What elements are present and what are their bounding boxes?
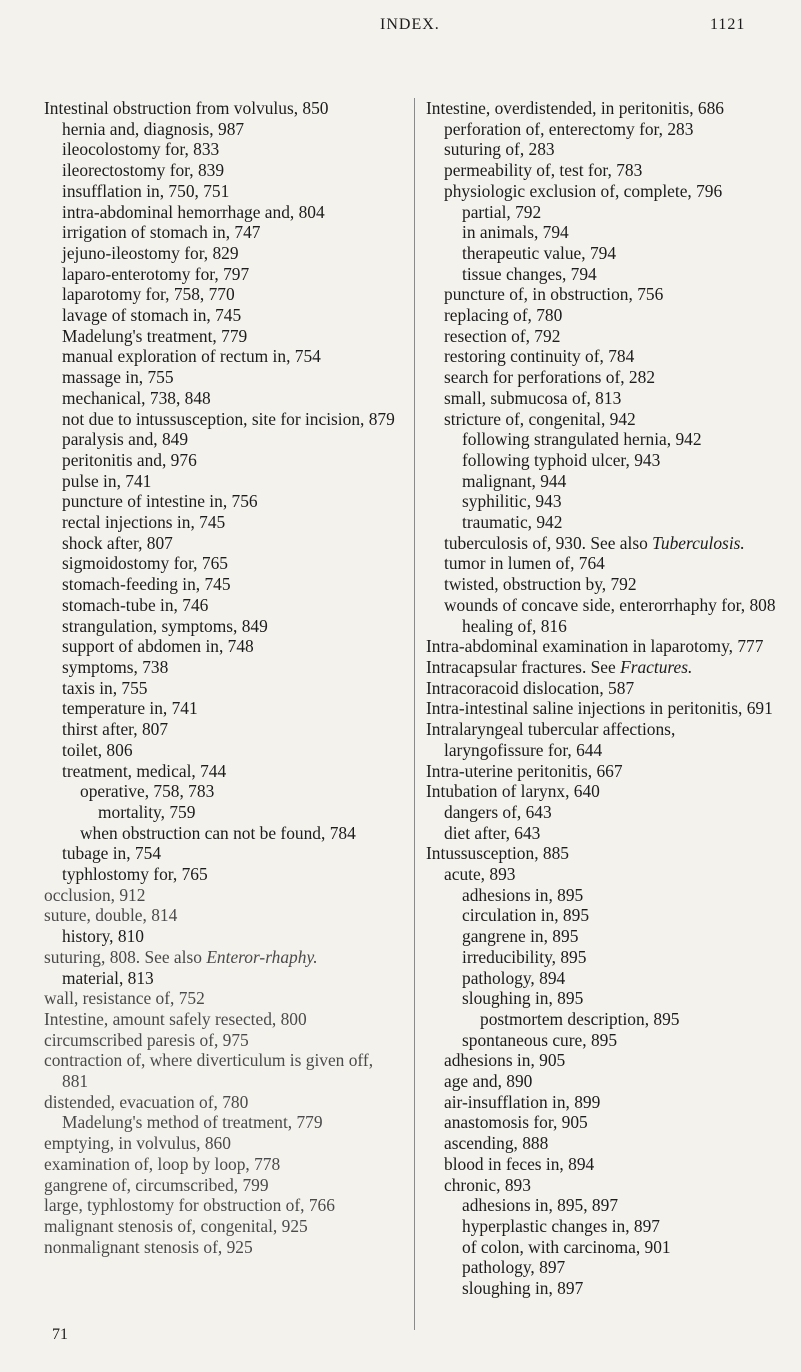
index-entry-text: permeability of, test for, 783 — [444, 160, 643, 181]
index-entry-text: symptoms, 738 — [62, 656, 169, 677]
index-entry-text: ascending, 888 — [444, 1133, 549, 1154]
index-entry — [462, 264, 778, 285]
index-entry — [44, 1009, 402, 1030]
index-entry-text: hernia and, diagnosis, 987 — [62, 118, 245, 139]
index-entry-text: Intralaryngeal tubercular affections, laryngofissure for, 644 — [426, 719, 676, 760]
index-entry — [444, 409, 778, 430]
index-entry-text: adhesions in, 895 — [462, 884, 584, 905]
index-entry-text: sloughing in, 895 — [462, 988, 584, 1009]
index-entry — [462, 616, 778, 637]
index-entry-text: postmortem description, 895 — [480, 1008, 680, 1029]
signature-mark: 71 — [52, 1326, 68, 1343]
index-entry-text: history, 810 — [62, 926, 144, 947]
index-entry — [444, 1071, 778, 1092]
index-entry — [462, 947, 778, 968]
index-entry-text: circulation in, 895 — [462, 905, 590, 926]
index-entry-text: puncture of intestine in, 756 — [62, 491, 258, 512]
index-entry-text: jejuno-ileostomy for, 829 — [62, 242, 239, 263]
index-entry — [62, 202, 402, 223]
index-entry-text: examination of, loop by loop, 778 — [44, 1153, 281, 1174]
index-entry — [62, 657, 402, 678]
index-entry — [462, 243, 778, 264]
index-entry — [462, 491, 778, 512]
index-entry-text: pulse in, 741 — [62, 470, 152, 491]
index-entry — [462, 1195, 778, 1216]
index-entry — [462, 1257, 778, 1278]
index-entry-text: tissue changes, 794 — [462, 263, 597, 284]
index-entry-text: temperature in, 741 — [62, 698, 198, 719]
index-entry-text: twisted, obstruction by, 792 — [444, 574, 637, 595]
index-entry-text: malignant, 944 — [462, 470, 567, 491]
index-entry — [444, 181, 778, 202]
index-entry — [62, 284, 402, 305]
index-entry-text: tubage in, 754 — [62, 843, 162, 864]
index-entry-text: malignant stenosis of, congenital, 925 — [44, 1215, 308, 1236]
index-entry-text: ileorectostomy for, 839 — [62, 160, 225, 181]
index-entry-text: irreducibility, 895 — [462, 946, 587, 967]
index-entry-text: chronic, 893 — [444, 1174, 531, 1195]
index-entry — [444, 864, 778, 885]
column-divider — [414, 98, 415, 1330]
index-entry — [444, 823, 778, 844]
index-entry-text: suturing, 808. See also — [44, 946, 207, 967]
index-entry-text: mechanical, 738, 848 — [62, 387, 211, 408]
index-entry — [62, 926, 402, 947]
index-entry — [444, 553, 778, 574]
index-entry-text: Intra-uterine peritonitis, 667 — [426, 760, 623, 781]
index-entry-text: Intra-intestinal saline injections in peritonitis, 691 — [426, 698, 773, 719]
index-entry — [444, 367, 778, 388]
index-entry-text: stomach-feeding in, 745 — [62, 574, 231, 595]
index-entry — [462, 1278, 778, 1299]
index-entry-text: sigmoidostomy for, 765 — [62, 553, 228, 574]
index-entry-text: not due to intussusception, site for incision, 879 — [62, 408, 395, 429]
index-entry — [62, 346, 402, 367]
index-entry — [444, 533, 778, 554]
index-entry-text: syphilitic, 943 — [462, 491, 562, 512]
index-entry — [462, 222, 778, 243]
index-entry — [426, 678, 778, 699]
index-entry-text: hyperplastic changes in, 897 — [462, 1215, 661, 1236]
index-entry-text: small, submucosa of, 813 — [444, 387, 622, 408]
index-entry-text: search for perforations of, 282 — [444, 367, 656, 388]
index-entry-text: physiologic exclusion of, complete, 796 — [444, 180, 723, 201]
index-entry — [444, 346, 778, 367]
index-entry-text: taxis in, 755 — [62, 677, 148, 698]
index-entry-text: in animals, 794 — [462, 222, 569, 243]
index-entry-text: shock after, 807 — [62, 532, 173, 553]
index-entry-text: Intestinal obstruction from volvulus, 850 — [44, 98, 329, 118]
index-entry-text: acute, 893 — [444, 864, 516, 885]
index-entry — [444, 1133, 778, 1154]
index-entry — [444, 305, 778, 326]
index-entry — [62, 761, 402, 782]
index-entry — [44, 1175, 402, 1196]
index-entry-text: support of abdomen in, 748 — [62, 636, 254, 657]
cross-reference: Tuberculosis. — [652, 532, 745, 553]
index-entry-text: suture, double, 814 — [44, 905, 178, 926]
index-entry-text: pathology, 894 — [462, 967, 566, 988]
index-entry — [462, 1030, 778, 1051]
index-entry-text: circumscribed paresis of, 975 — [44, 1029, 249, 1050]
index-entry — [480, 1009, 778, 1030]
index-entry — [462, 968, 778, 989]
index-entry — [62, 305, 402, 326]
index-entry — [426, 98, 778, 119]
index-entry — [44, 947, 402, 968]
page-number: 1121 — [710, 16, 746, 33]
index-entry — [426, 636, 778, 657]
index-entry-text: Intra-abdominal examination in laparotomy, 777 — [426, 636, 764, 657]
index-entry — [62, 1112, 402, 1133]
index-entry — [444, 284, 778, 305]
index-entry-text: replacing of, 780 — [444, 305, 563, 326]
index-entry — [444, 160, 778, 181]
index-entry-text: lavage of stomach in, 745 — [62, 305, 242, 326]
index-entry — [44, 1237, 402, 1258]
left-column — [44, 98, 402, 1257]
index-entry-text: gangrene in, 895 — [462, 926, 579, 947]
index-entry — [62, 678, 402, 699]
index-entry — [98, 802, 402, 823]
index-entry — [444, 1175, 778, 1196]
index-entry-text: nonmalignant stenosis of, 925 — [44, 1236, 253, 1257]
index-entry-text: irrigation of stomach in, 747 — [62, 222, 261, 243]
index-entry — [44, 1092, 402, 1113]
index-entry — [62, 119, 402, 140]
index-entry-text: puncture of, in obstruction, 756 — [444, 284, 664, 305]
index-entry — [44, 1195, 402, 1216]
index-entry — [462, 429, 778, 450]
index-entry-text: air-insufflation in, 899 — [444, 1091, 601, 1112]
index-entry-text: anastomosis for, 905 — [444, 1112, 588, 1133]
index-entry-text: Intussusception, 885 — [426, 843, 569, 864]
index-entry — [80, 781, 402, 802]
index-entry-text: distended, evacuation of, 780 — [44, 1091, 249, 1112]
index-entry — [44, 1154, 402, 1175]
index-entry-text: gangrene of, circumscribed, 799 — [44, 1174, 269, 1195]
index-entry — [62, 595, 402, 616]
index-entry — [44, 1216, 402, 1237]
cross-reference: Fractures. — [620, 656, 693, 677]
index-entry-text: suturing of, 283 — [444, 139, 555, 160]
index-entry — [62, 409, 402, 430]
index-entry — [62, 181, 402, 202]
index-entry — [44, 1030, 402, 1051]
index-entry-text: age and, 890 — [444, 1071, 533, 1092]
index-entry — [444, 326, 778, 347]
index-entry — [444, 595, 778, 616]
index-entry-text: wall, resistance of, 752 — [44, 988, 205, 1009]
index-entry-text: peritonitis and, 976 — [62, 449, 197, 470]
index-entry — [62, 616, 402, 637]
index-entry-text: restoring continuity of, 784 — [444, 346, 635, 367]
index-entry — [444, 388, 778, 409]
index-entry-text: strangulation, symptoms, 849 — [62, 615, 268, 636]
index-entry-text: laparotomy for, 758, 770 — [62, 284, 235, 305]
index-entry-text: mortality, 759 — [98, 801, 196, 822]
index-entry — [62, 719, 402, 740]
index-entry-text: thirst after, 807 — [62, 719, 169, 740]
index-entry — [444, 574, 778, 595]
index-entry-text: therapeutic value, 794 — [462, 242, 617, 263]
index-entry — [462, 905, 778, 926]
index-entry-text: laparo-enterotomy for, 797 — [62, 263, 250, 284]
index-entry-text: spontaneous cure, 895 — [462, 1029, 618, 1050]
index-entry-text: toilet, 806 — [62, 739, 133, 760]
index-entry-text: following typhoid ulcer, 943 — [462, 449, 661, 470]
index-entry — [444, 1112, 778, 1133]
index-entry — [62, 574, 402, 595]
index-entry-text: intra-abdominal hemorrhage and, 804 — [62, 201, 325, 222]
page-header — [0, 12, 801, 42]
index-entry-text: perforation of, enterectomy for, 283 — [444, 118, 694, 139]
index-entry — [62, 160, 402, 181]
right-column — [426, 98, 778, 1299]
index-entry-text: Intracoracoid dislocation, 587 — [426, 677, 635, 698]
index-entry-text: contraction of, where diverticulum is given off, 881 — [44, 1050, 374, 1092]
index-entry-text: stomach-tube in, 746 — [62, 594, 209, 615]
index-entry — [426, 843, 778, 864]
index-entry — [62, 264, 402, 285]
index-entry — [44, 885, 402, 906]
index-entry — [462, 926, 778, 947]
index-entry — [462, 988, 778, 1009]
index-entry-text: wounds of concave side, enterorrhaphy for, 808 — [444, 594, 776, 615]
index-entry — [62, 512, 402, 533]
index-entry-text: stricture of, congenital, 942 — [444, 408, 636, 429]
index-entry-text: treatment, medical, 744 — [62, 760, 227, 781]
cross-reference: Enteror-rhaphy. — [206, 946, 318, 967]
index-entry — [444, 1050, 778, 1071]
index-entry — [62, 429, 402, 450]
index-entry — [426, 698, 778, 719]
page-title: INDEX. — [380, 16, 440, 33]
index-entry — [444, 1092, 778, 1113]
index-entry-text: healing of, 816 — [462, 615, 567, 636]
index-entry-text: partial, 792 — [462, 201, 542, 222]
index-entry — [62, 222, 402, 243]
index-entry — [462, 885, 778, 906]
index-entry — [444, 802, 778, 823]
index-entry-text: insufflation in, 750, 751 — [62, 180, 230, 201]
index-entry-text: resection of, 792 — [444, 325, 561, 346]
index-entry — [62, 326, 402, 347]
index-entry — [62, 367, 402, 388]
index-entry — [462, 471, 778, 492]
index-entry — [80, 823, 402, 844]
index-entry — [462, 450, 778, 471]
index-entry-text: pathology, 897 — [462, 1257, 566, 1278]
index-entry-text: traumatic, 942 — [462, 512, 563, 533]
index-entry — [462, 202, 778, 223]
index-entry — [62, 968, 402, 989]
index-entry-text: ileocolostomy for, 833 — [62, 139, 220, 160]
index-entry-text: paralysis and, 849 — [62, 429, 189, 450]
index-entry — [62, 843, 402, 864]
index-entry-text: manual exploration of rectum in, 754 — [62, 346, 321, 367]
index-entry — [62, 553, 402, 574]
index-entry-text: material, 813 — [62, 967, 154, 988]
index-entry-text: of colon, with carcinoma, 901 — [462, 1236, 671, 1257]
index-entry-text: occlusion, 912 — [44, 884, 146, 905]
index-entry-text: Intestine, amount safely resected, 800 — [44, 1008, 307, 1029]
index-entry — [44, 1133, 402, 1154]
index-entry-text: Intestine, overdistended, in peritonitis, 686 — [426, 98, 725, 118]
index-entry — [426, 657, 778, 678]
index-entry-text: rectal injections in, 745 — [62, 512, 226, 533]
index-entry — [426, 781, 778, 802]
index-entry-text: emptying, in volvulus, 860 — [44, 1133, 231, 1154]
index-entry — [62, 740, 402, 761]
index-entry-text: Intracapsular fractures. See — [426, 656, 621, 677]
index-entry-text: Intubation of larynx, 640 — [426, 781, 600, 802]
index-entry — [444, 139, 778, 160]
index-entry — [444, 1154, 778, 1175]
index-entry — [62, 533, 402, 554]
index-entry-text: blood in feces in, 894 — [444, 1153, 595, 1174]
index-entry — [62, 243, 402, 264]
index-entry — [44, 988, 402, 1009]
index-entry-text: tuberculosis of, 930. See also — [444, 532, 653, 553]
index-entry — [462, 1216, 778, 1237]
index-entry-text: operative, 758, 783 — [80, 781, 215, 802]
index-entry — [462, 1237, 778, 1258]
index-entry — [62, 388, 402, 409]
index-entry — [44, 1050, 402, 1091]
index-entry — [426, 719, 778, 760]
index-entry-text: adhesions in, 905 — [444, 1050, 566, 1071]
index-entry — [62, 450, 402, 471]
index-entry-text: Madelung's method of treatment, 779 — [62, 1112, 323, 1133]
index-entry — [426, 761, 778, 782]
index-entry — [62, 491, 402, 512]
index-entry — [44, 98, 402, 119]
index-entry — [62, 636, 402, 657]
index-entry-text: sloughing in, 897 — [462, 1278, 584, 1299]
index-entry — [62, 864, 402, 885]
index-entry-text: when obstruction can not be found, 784 — [80, 822, 356, 843]
index-entry — [62, 139, 402, 160]
index-entry — [62, 471, 402, 492]
index-entry-text: adhesions in, 895, 897 — [462, 1195, 619, 1216]
index-entry — [62, 698, 402, 719]
index-entry-text: Madelung's treatment, 779 — [62, 325, 248, 346]
index-entry-text: tumor in lumen of, 764 — [444, 553, 605, 574]
index-entry-text: dangers of, 643 — [444, 801, 552, 822]
index-entry-text: typhlostomy for, 765 — [62, 864, 208, 885]
index-entry-text: diet after, 643 — [444, 822, 541, 843]
index-entry-text: large, typhlostomy for obstruction of, 766 — [44, 1195, 335, 1216]
index-entry-text: massage in, 755 — [62, 367, 174, 388]
index-entry — [462, 512, 778, 533]
index-entry — [444, 119, 778, 140]
index-entry — [44, 905, 402, 926]
index-entry-text: following strangulated hernia, 942 — [462, 429, 702, 450]
